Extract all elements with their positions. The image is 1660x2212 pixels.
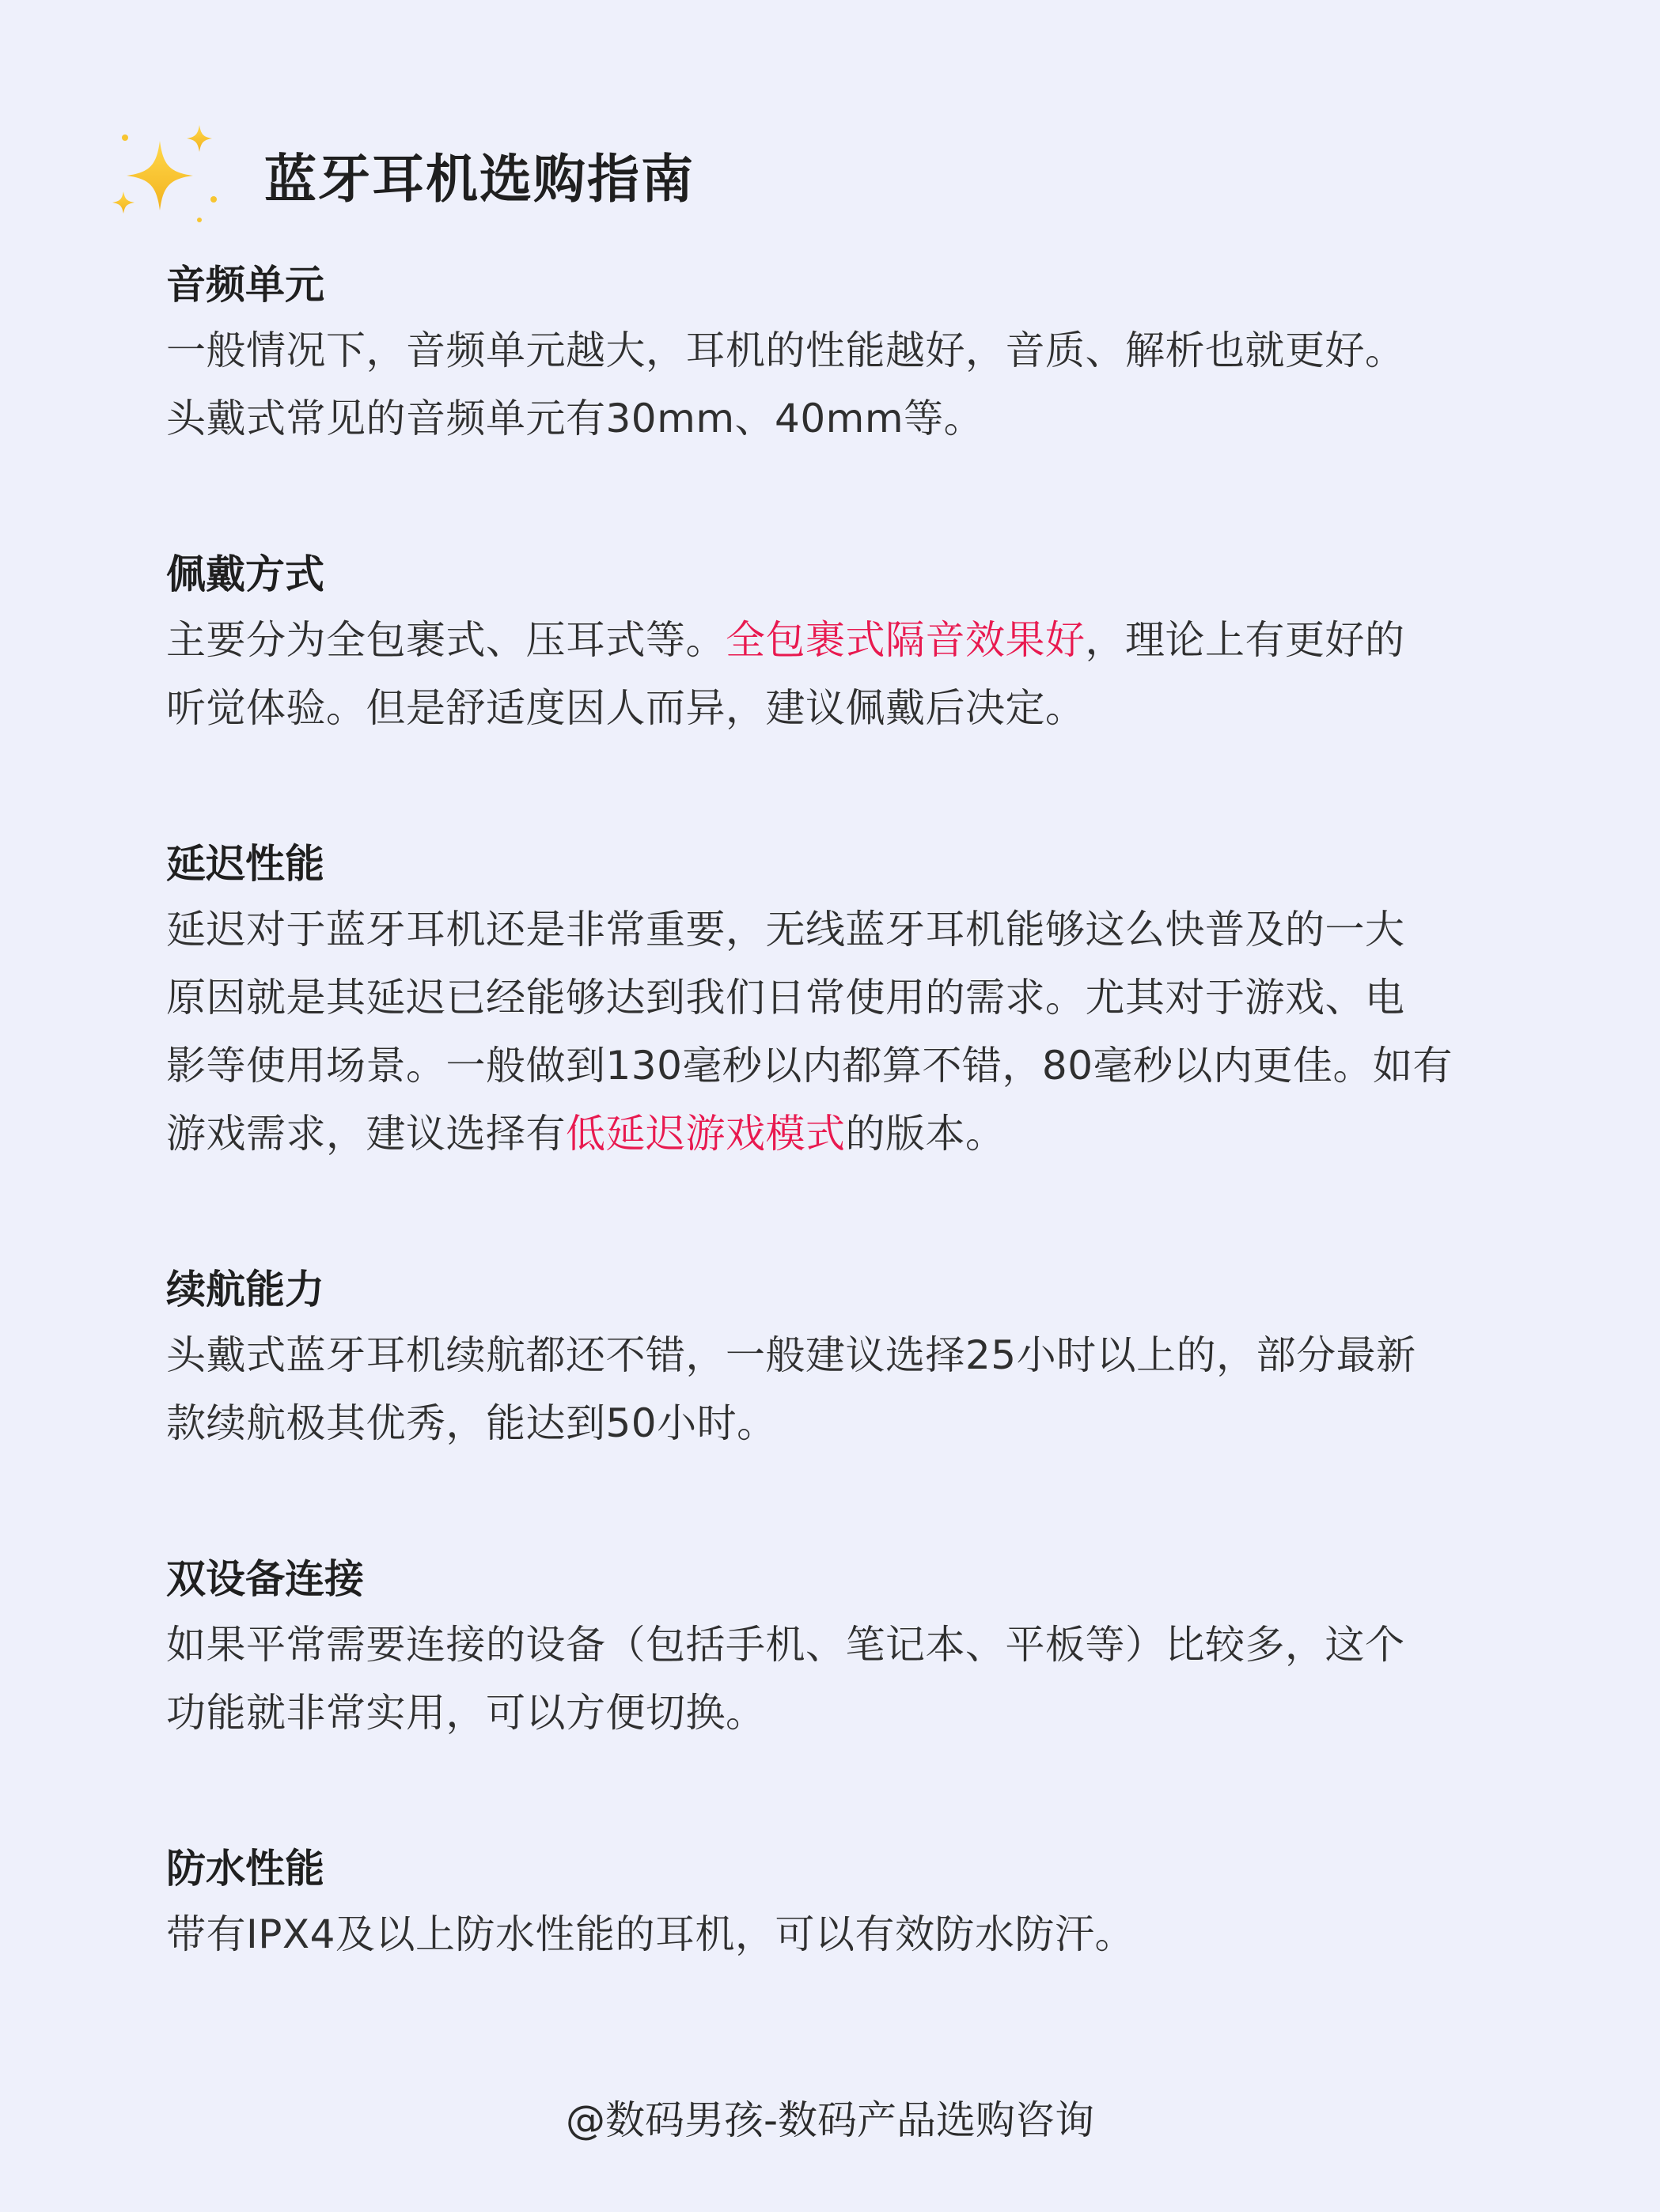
text-segment: 如果平常需要连接的设备（包括手机、笔记本、平板等）比较多，这个 [166,1622,1405,1668]
section-body [166,896,1543,1168]
text-segment: 一般情况下，音频单元越大，耳机的性能越好，音质、解析也就更好。 [166,328,1405,373]
text-segment: 主要分为全包裹式、压耳式等。 [166,617,726,663]
text-line [166,1321,1543,1389]
section-body [166,1900,1543,1968]
text-segment: 游戏需求，建议选择有 [166,1111,566,1157]
page-title: 蓝牙耳机选购指南 [264,148,695,210]
text-line [166,674,1543,742]
text-segment: 功能就非常实用，可以方便切换。 [166,1690,766,1736]
section-heading: 防水性能 [166,1846,324,1892]
text-segment: 延迟对于蓝牙耳机还是非常重要，无线蓝牙耳机能够这么快普及的一大 [166,907,1405,953]
section [166,253,1543,453]
text-line [166,1032,1543,1100]
text-line [166,1679,1543,1747]
text-line [166,1611,1543,1679]
text-line [166,964,1543,1032]
text-line [166,606,1543,674]
section-body [166,1611,1543,1747]
section-heading: 续航能力 [166,1267,324,1312]
text-segment: 头戴式常见的音频单元有30mm、40mm等。 [166,396,984,441]
section-heading: 双设备连接 [166,1556,364,1602]
sparkles-icon [111,119,229,229]
text-line [166,384,1543,453]
section [166,1837,1543,1968]
section-body [166,1321,1543,1457]
section-body [166,316,1543,453]
section [166,1258,1543,1457]
text-segment: 影等使用场景。一般做到130毫秒以内都算不错，80毫秒以内更佳。如有 [166,1043,1453,1089]
section [166,543,1543,742]
article-content [166,253,1543,2059]
article-header [111,119,695,229]
text-segment: 原因就是其延迟已经能够达到我们日常使用的需求。尤其对于游戏、电 [166,975,1405,1021]
text-line [166,896,1543,964]
text-segment: 的版本。 [845,1111,1006,1157]
section [166,1547,1543,1747]
section-body [166,606,1543,742]
text-segment: 款续航极其优秀，能达到50小时。 [166,1400,777,1446]
highlight-text: 低延迟游戏模式 [566,1111,846,1157]
text-line [166,1900,1543,1968]
text-segment: 头戴式蓝牙耳机续航都还不错，一般建议选择25小时以上的，部分最新 [166,1332,1416,1378]
text-line [166,1100,1543,1168]
section-heading: 佩戴方式 [166,551,324,597]
text-segment: 听觉体验。但是舒适度因人而异，建议佩戴后决定。 [166,685,1086,731]
text-segment: 带有IPX4及以上防水性能的耳机，可以有效防水防汗。 [166,1911,1135,1957]
section-heading: 音频单元 [166,262,324,308]
highlight-text: 全包裹式隔音效果好 [726,617,1086,663]
section [166,832,1543,1168]
text-line [166,1389,1543,1457]
section-heading: 延迟性能 [166,841,324,887]
footer-credit: @数码男孩-数码产品选购咨询 [565,2097,1095,2143]
text-segment: ，理论上有更好的 [1085,617,1405,663]
text-line [166,316,1543,384]
